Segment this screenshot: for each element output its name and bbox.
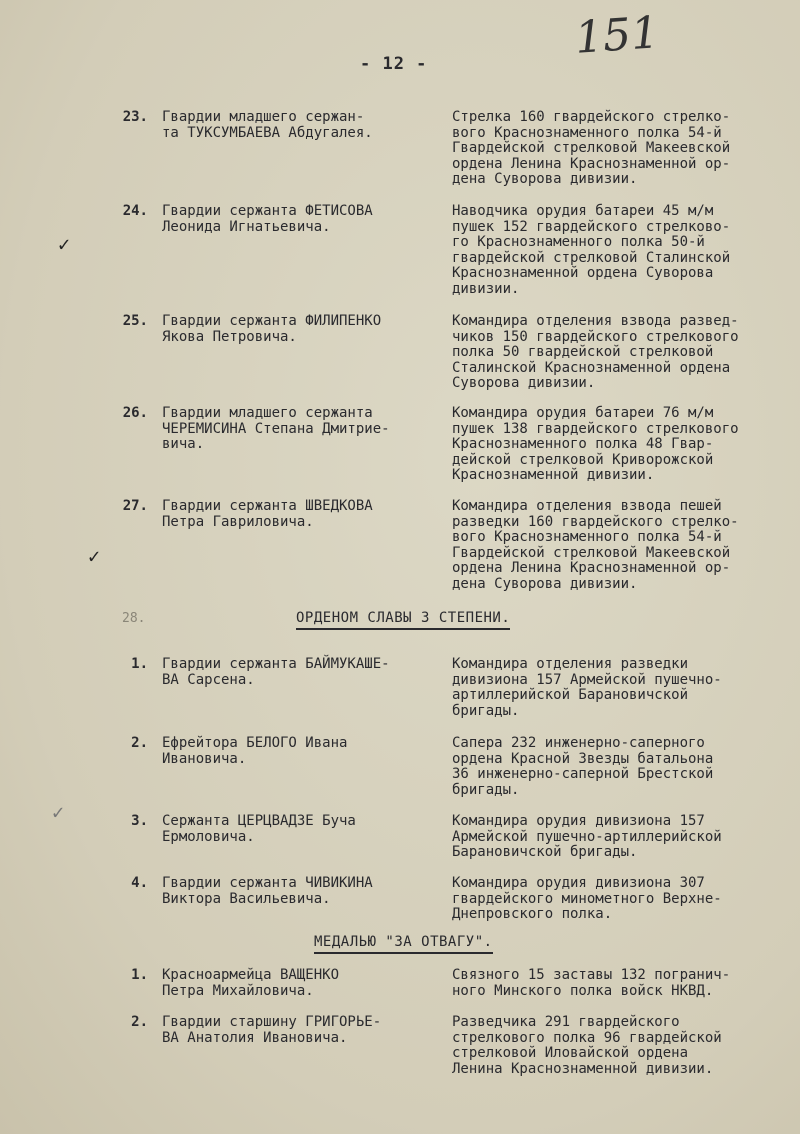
margin-tick-mark-icon: ✓ [52,800,65,824]
entry-number: 24. [122,203,148,219]
entry-description: Разведчика 291 гвардейского стрелкового полка 96 гвардейской стрелковой Иловайской ордена Ленина Краснознаменной дивизии. [452,1014,722,1077]
entry-number: 4. [131,875,148,891]
entry-description: Командира отделения взвода развед- чиков 150 гвардейского стрелкового полка 50 гвардейской стрелковой Сталинской Краснознаменной ордена Суворова дивизии. [452,313,739,391]
entry-number: 2. [131,1014,148,1030]
page-number: - 12 - [360,54,428,74]
entry-description: Командира орудия дивизиона 157 Армейской пушечно-артиллерийской Барановичской бригады. [452,813,722,860]
entry-name: Гвардии сержанта ЧИВИКИНА Виктора Васильевича. [162,875,373,907]
faint-entry-number: 28. [122,611,146,626]
entry-number: 1. [131,967,148,983]
entry-name: Гвардии сержанта ФЕТИСОВА Леонида Игнатьевича. [162,203,373,235]
entry-description: Командира орудия дивизиона 307 гвардейского минометного Верхне- Днепровского полка. [452,875,722,922]
entry-description: Командира орудия батареи 76 м/м пушек 138 гвардейского стрелкового Краснознаменного полка 48 Гвар- дейской стрелковой Криворожской Краснознаменной дивизии. [452,405,739,483]
entry-description: Командира отделения разведки дивизиона 157 Армейской пушечно- артиллерийской Барановичской бригады. [452,656,722,719]
entry-name: Ефрейтора БЕЛОГО Ивана Ивановича. [162,735,348,767]
entry-description: Наводчика орудия батареи 45 м/м пушек 152 гвардейского стрелково- го Краснознаменного полка 50-й гвардейской стрелковой Сталинской Краснознаменной ордена Суворова дивизии. [452,203,731,297]
entry-description: Сапера 232 инженерно-саперного ордена Красной Звезды батальона 36 инженерно-саперной Брестской бригады. [452,735,714,798]
entry-number: 1. [131,656,148,672]
entry-name: Гвардии сержанта ФИЛИПЕНКО Якова Петровича. [162,313,382,345]
section-heading-medal-for-courage: МЕДАЛЬЮ "ЗА ОТВАГУ". [314,934,493,954]
entry-name: Гвардии старшину ГРИГОРЬЕ- ВА Анатолия Ивановича. [162,1014,382,1046]
margin-tick-mark-icon: ✓ [88,544,101,568]
entry-number: 23. [122,109,148,125]
entry-name: Гвардии младшего сержанта ЧЕРЕМИСИНА Степана Дмитрие- вича. [162,405,390,452]
entry-number: 26. [122,405,148,421]
section-heading-order-of-glory: ОРДЕНОМ СЛАВЫ 3 СТЕПЕНИ. [296,610,510,630]
entry-name: Сержанта ЦЕРЦВАДЗЕ Буча Ермоловича. [162,813,356,845]
entry-name: Гвардии сержанта ШВЕДКОВА Петра Гавриловича. [162,498,373,530]
margin-tick-mark-icon: ✓ [58,232,71,256]
archive-number-handwritten: 151 [573,7,661,64]
entry-description: Стрелка 160 гвардейского стрелко- вого Краснознаменного полка 54-й Гвардейской стрелковой Макеевской ордена Ленина Краснознаменной ор- дена Суворова дивизии. [452,109,731,187]
entry-number: 3. [131,813,148,829]
entry-name: Гвардии сержанта БАЙМУКАШЕ- ВА Сарсена. [162,656,390,688]
entry-name: Красноармейца ВАЩЕНКО Петра Михайловича. [162,967,340,999]
entry-number: 2. [131,735,148,751]
entry-number: 25. [122,313,148,329]
entry-description: Командира отделения взвода пешей разведки 160 гвардейского стрелко- вого Краснознаменного полка 54-й Гвардейской стрелковой Макеевской ордена Ленина Краснознаменной ор- дена Суворова дивизии. [452,498,739,592]
entry-number: 27. [122,498,148,514]
entry-description: Связного 15 заставы 132 погранич- ного Минского полка войск НКВД. [452,967,731,999]
entry-name: Гвардии младшего сержан- та ТУКСУМБАЕВА Абдугалея. [162,109,373,141]
